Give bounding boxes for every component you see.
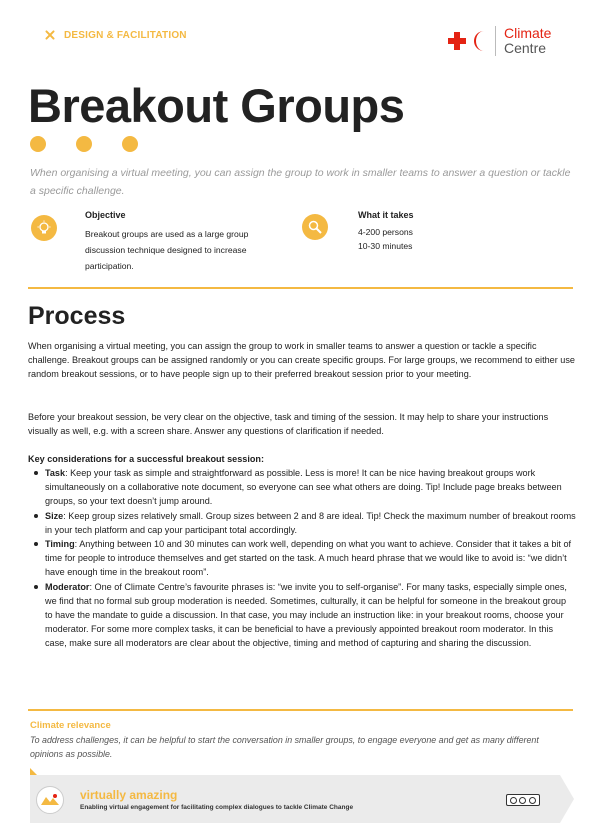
climate-relevance-title: Climate relevance xyxy=(30,720,111,731)
virtually-amazing-logo xyxy=(36,786,64,814)
logo-divider xyxy=(495,26,496,56)
footer-marker xyxy=(30,768,37,775)
nc-circle-icon xyxy=(529,797,536,804)
bullet-text: : Keep your task as simple and straightforward as possible. Less is more! It can be nice having breakout groups work simultaneously on a collaborative note document, so everyone can see what others are doing. Tip! Include page breaks between groups, so your text doesn’t jump around. xyxy=(45,468,562,507)
logo-line-2: Centre xyxy=(504,40,547,56)
climate-relevance-text: To address challenges, it can be helpful to start the conversation in smaller groups, to engage everyone and get as many different opinions as possible. xyxy=(30,735,539,759)
process-paragraph-1: When organising a virtual meeting, you can assign the group to work in smaller teams to answer a question or tackle a specific challenge. Breakout groups can be assigned randomly or you can create specific groups. For large groups, we recommend to either use random breakout sessions, or to have people sign up to their preferred breakout session prior to your meeting. xyxy=(28,341,575,380)
cc-circle-icon xyxy=(510,797,517,804)
climate-centre-logo xyxy=(446,26,551,56)
footer-arrow xyxy=(560,775,574,823)
relevance-divider xyxy=(28,709,573,711)
what-it-takes-title: What it takes xyxy=(358,210,414,220)
key-considerations-title: Key considerations for a successful breakout session: xyxy=(28,454,265,464)
logo-line-1: Climate xyxy=(504,25,552,41)
logo-text xyxy=(504,26,551,56)
what-it-takes-duration: 10-30 minutes xyxy=(358,241,413,251)
list-item xyxy=(28,466,576,509)
section-divider xyxy=(28,287,573,289)
bullet-text: : One of Climate Centre’s favourite phrases is: “we invite you to self-organise”. For many tasks, especially simple ones, we find that no formal sub group moderation is needed. Sometimes, culturally, it can be helpful for someone in the breakout group to have the mandate to guide a discussion. In that case, you may include an instruction like: in your breakout rooms, choose your moderator. For some more complex tasks, it can be beneficial to have a previously appointed breakout room moderator. In this case, make sure all moderators are clear about the objective, timing and method of capturing and sharing the discussion. xyxy=(45,581,567,649)
creative-commons-icon xyxy=(506,794,540,806)
red-cross-icon xyxy=(446,30,468,52)
footer-subtitle: Enabling virtual engagement for facilitating complex dialogues to tackle Climate Change xyxy=(80,804,354,811)
bullet-label: Moderator xyxy=(45,581,90,592)
page-title: Breakout Groups xyxy=(28,79,405,132)
process-paragraph-2: Before your breakout session, be very clear on the objective, task and timing of the session. It may help to share your instructions visually as well, e.g. with a screen share. Answer any questions of clarification if needed. xyxy=(28,412,549,437)
decorative-dots xyxy=(30,136,138,152)
key-considerations-list xyxy=(28,466,576,651)
category-label: DESIGN & FACILITATION xyxy=(64,29,187,41)
objective-title: Objective xyxy=(85,210,126,220)
bullet-label: Task xyxy=(45,468,66,478)
magnifier-icon xyxy=(302,214,328,240)
bullet-label: Size xyxy=(45,510,64,521)
what-it-takes-persons: 4-200 persons xyxy=(358,227,413,237)
intro-text: When organising a virtual meeting, you can assign the group to work in smaller teams to answer a question or tackle a specific challenge. xyxy=(30,167,571,197)
tools-icon xyxy=(44,29,56,41)
list-item xyxy=(28,580,576,651)
bullet-text: : Keep group sizes relatively small. Group sizes between 2 and 8 are ideal. Tip! Check the maximum number of breakout rooms in your tech platform and cap your participant total accordingly. xyxy=(45,510,576,535)
footer-title: virtually amazing xyxy=(80,788,178,802)
lightbulb-icon xyxy=(31,215,57,241)
list-item xyxy=(28,537,576,580)
category-tag xyxy=(44,29,187,41)
bullet-label: Timing xyxy=(45,539,75,550)
dot-icon xyxy=(122,136,138,152)
by-circle-icon xyxy=(519,797,526,804)
red-crescent-icon xyxy=(471,30,489,52)
objective-body: Breakout groups are used as a large group discussion technique designed to increase participation. xyxy=(85,229,249,271)
bullet-text: : Anything between 10 and 30 minutes can work well, depending on what you want to achieve. Consider that it takes a bit of time for people to introduce themselves and get started on the task. A much heard phrase that we would like to avoid is: “we didn’t have enough time in the breakout room”. xyxy=(45,539,572,578)
dot-icon xyxy=(76,136,92,152)
process-title: Process xyxy=(28,302,126,330)
dot-icon xyxy=(30,136,46,152)
list-item xyxy=(28,509,576,537)
